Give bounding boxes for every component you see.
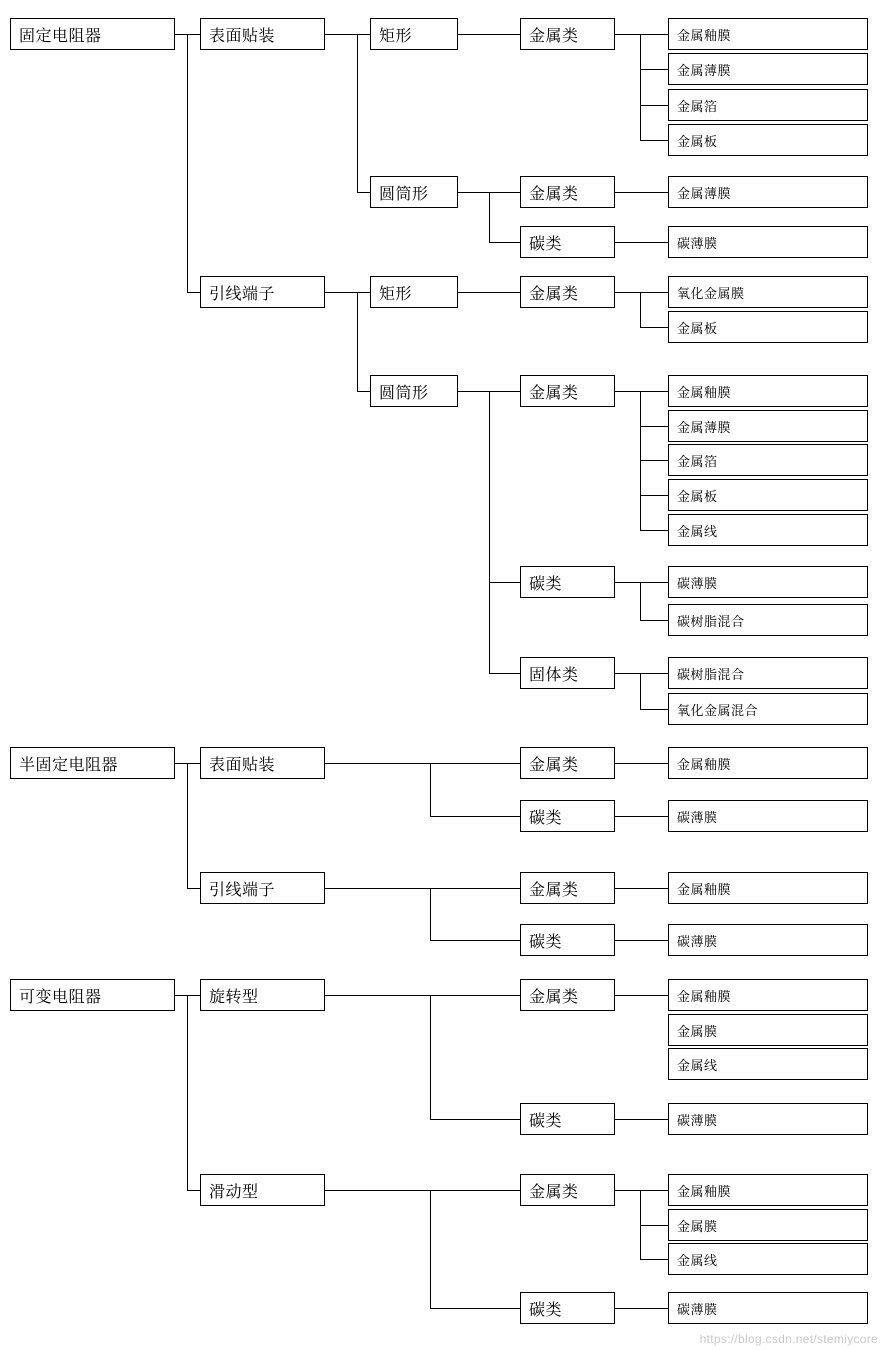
connector-line: [640, 709, 668, 710]
tree-node[interactable]: 旋转型: [200, 979, 325, 1011]
connector-line: [615, 888, 668, 889]
tree-node[interactable]: 金属类: [520, 872, 615, 904]
connector-line: [640, 105, 668, 106]
tree-node[interactable]: 金属类: [520, 176, 615, 208]
connector-line: [430, 816, 520, 817]
connector-line: [357, 391, 370, 392]
connector-line: [640, 460, 668, 461]
connector-line: [615, 192, 668, 193]
connector-line: [458, 34, 520, 35]
connector-line: [187, 995, 188, 1190]
connector-line: [357, 34, 358, 192]
connector-line: [615, 816, 668, 817]
connector-line: [640, 1259, 668, 1260]
tree-node[interactable]: 金属类: [520, 276, 615, 308]
connector-line: [640, 292, 641, 327]
tree-node[interactable]: 固定电阻器: [10, 18, 175, 50]
tree-node[interactable]: 滑动型: [200, 1174, 325, 1206]
tree-node[interactable]: 金属板: [668, 311, 868, 343]
tree-node[interactable]: 碳类: [520, 1103, 615, 1135]
connector-line: [615, 940, 668, 941]
tree-node[interactable]: 可变电阻器: [10, 979, 175, 1011]
connector-line: [325, 888, 520, 889]
connector-line: [615, 391, 668, 392]
connector-line: [430, 1190, 431, 1308]
connector-line: [640, 69, 668, 70]
tree-node[interactable]: 金属类: [520, 979, 615, 1011]
connector-line: [430, 940, 520, 941]
tree-node[interactable]: 碳薄膜: [668, 226, 868, 258]
connector-line: [640, 34, 641, 140]
tree-node[interactable]: 金属类: [520, 747, 615, 779]
connector-line: [325, 1190, 520, 1191]
tree-node[interactable]: 矩形: [370, 18, 458, 50]
tree-node[interactable]: 氧化金属混合: [668, 693, 868, 725]
connector-line: [430, 1119, 520, 1120]
connector-line: [489, 192, 490, 242]
connector-line: [615, 242, 668, 243]
tree-node[interactable]: 金属膜: [668, 1209, 868, 1241]
tree-node[interactable]: 金属薄膜: [668, 53, 868, 85]
connector-line: [430, 1308, 520, 1309]
tree-node[interactable]: 金属釉膜: [668, 872, 868, 904]
connector-line: [615, 995, 668, 996]
connector-line: [489, 673, 520, 674]
tree-node[interactable]: 碳薄膜: [668, 924, 868, 956]
tree-node[interactable]: 碳薄膜: [668, 1292, 868, 1324]
tree-node[interactable]: 矩形: [370, 276, 458, 308]
connector-line: [325, 763, 520, 764]
tree-node[interactable]: 引线端子: [200, 276, 325, 308]
connector-line: [489, 242, 520, 243]
tree-node[interactable]: 金属箔: [668, 444, 868, 476]
connector-line: [187, 34, 188, 292]
tree-node[interactable]: 金属釉膜: [668, 1174, 868, 1206]
connector-line: [640, 620, 668, 621]
connector-line: [640, 426, 668, 427]
tree-node[interactable]: 表面贴装: [200, 747, 325, 779]
connector-line: [430, 763, 431, 816]
connector-line: [615, 763, 668, 764]
tree-node[interactable]: 碳类: [520, 924, 615, 956]
tree-node[interactable]: 金属线: [668, 1048, 868, 1080]
tree-node[interactable]: 金属釉膜: [668, 375, 868, 407]
tree-node[interactable]: 氧化金属膜: [668, 276, 868, 308]
tree-node[interactable]: 碳薄膜: [668, 1103, 868, 1135]
tree-node[interactable]: 金属膜: [668, 1014, 868, 1046]
tree-node[interactable]: 金属类: [520, 375, 615, 407]
tree-node[interactable]: 金属类: [520, 18, 615, 50]
tree-node[interactable]: 金属线: [668, 1243, 868, 1275]
connector-line: [187, 888, 200, 889]
tree-node[interactable]: 金属釉膜: [668, 18, 868, 50]
tree-node[interactable]: 碳类: [520, 800, 615, 832]
tree-node[interactable]: 金属线: [668, 514, 868, 546]
tree-node[interactable]: 金属釉膜: [668, 979, 868, 1011]
connector-line: [187, 1190, 200, 1191]
tree-node[interactable]: 碳类: [520, 226, 615, 258]
tree-node[interactable]: 碳类: [520, 1292, 615, 1324]
connector-line: [640, 1225, 668, 1226]
connector-line: [430, 888, 431, 940]
tree-node[interactable]: 碳树脂混合: [668, 657, 868, 689]
connector-line: [325, 34, 370, 35]
connector-line: [615, 1190, 668, 1191]
tree-node[interactable]: 金属薄膜: [668, 176, 868, 208]
connector-line: [489, 391, 490, 673]
connector-line: [187, 763, 188, 888]
tree-node[interactable]: 金属箔: [668, 89, 868, 121]
tree-node[interactable]: 圆筒形: [370, 375, 458, 407]
tree-node[interactable]: 引线端子: [200, 872, 325, 904]
connector-line: [615, 34, 668, 35]
connector-line: [615, 1308, 668, 1309]
connector-line: [640, 495, 668, 496]
connector-line: [640, 140, 668, 141]
tree-node[interactable]: 金属薄膜: [668, 410, 868, 442]
tree-node[interactable]: 金属板: [668, 479, 868, 511]
connector-line: [325, 995, 520, 996]
connector-line: [187, 292, 200, 293]
connector-line: [640, 673, 641, 709]
tree-node[interactable]: 碳类: [520, 566, 615, 598]
connector-line: [640, 530, 668, 531]
tree-node[interactable]: 半固定电阻器: [10, 747, 175, 779]
tree-node[interactable]: 表面贴装: [200, 18, 325, 50]
tree-node[interactable]: 金属板: [668, 124, 868, 156]
connector-line: [357, 192, 370, 193]
connector-line: [640, 582, 641, 620]
connector-line: [640, 327, 668, 328]
connector-line: [430, 995, 431, 1119]
connector-line: [489, 582, 520, 583]
tree-node[interactable]: 固体类: [520, 657, 615, 689]
connector-line: [615, 1119, 668, 1120]
connector-line: [325, 292, 370, 293]
tree-node[interactable]: 碳薄膜: [668, 566, 868, 598]
connector-line: [615, 673, 668, 674]
connector-line: [357, 292, 358, 391]
tree-node[interactable]: 碳薄膜: [668, 800, 868, 832]
tree-node[interactable]: 金属类: [520, 1174, 615, 1206]
tree-node[interactable]: 圆筒形: [370, 176, 458, 208]
watermark: https://blog.csdn.net/stemiycore: [699, 1332, 878, 1346]
tree-node[interactable]: 碳树脂混合: [668, 604, 868, 636]
connector-line: [615, 582, 668, 583]
connector-line: [615, 292, 668, 293]
connector-line: [458, 292, 520, 293]
tree-node[interactable]: 金属釉膜: [668, 747, 868, 779]
